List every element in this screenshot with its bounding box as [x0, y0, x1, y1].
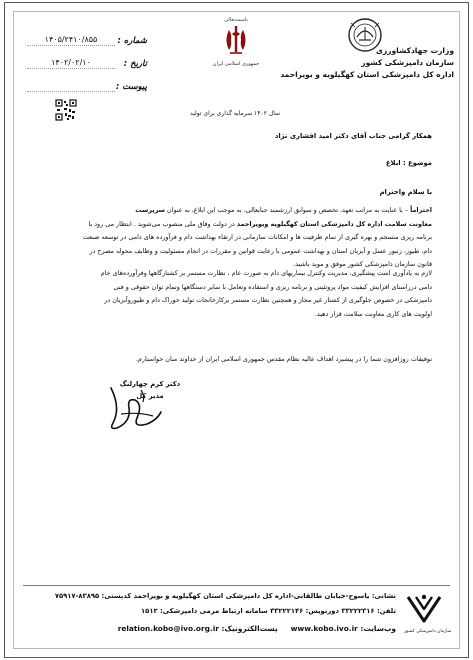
greeting: با سلام واحترام — [379, 188, 432, 196]
paragraph-line: دام، طیور، زنبور عسل و آبزیان استان و بهداشت عمومی با رعایت قوانین و مقررات در انجام مسئولیت و وظایف محوله مصرح در — [89, 246, 432, 255]
paragraph-line: دامی درراستای افزایش کیفیت مواد پروتئینی و برنامه ریزی و استفاده وتعامل با سایر دستگاهها وتمام توان حقوقی و فنی — [113, 282, 432, 291]
signature-icon — [91, 378, 181, 438]
iran-emblem — [211, 17, 261, 75]
subject-label: موضوع : — [402, 159, 432, 167]
addressee: همکار گرامی جناب آقای دکتر امید افشاری نژاد — [274, 132, 432, 140]
footer-address: نشانی: یاسوج-خیابان طالقانی-اداره کل دامپزشکی استان کهگیلویه و بویراحمد کدپستی: ۸۳۸۹۵-۷۵۹۱۷ — [54, 592, 396, 600]
vet-organization-logo — [404, 591, 452, 635]
subject-line — [41, 157, 432, 171]
paragraph-appointment — [41, 204, 432, 272]
date-value: ۱۴۰۲/۰۲/۱۰ — [27, 57, 115, 69]
number-value: ۱۴۰۵/۲۴۱۰/۸۵۵ — [27, 34, 115, 46]
paragraph-line: اولویت های کاری معاونت سلامت قرار دهید. — [314, 309, 432, 318]
bold-text: معاونت سلامت اداره کل دامپزشکی استان کهگیلویه وبویراحمد — [236, 219, 432, 228]
paragraph-line — [41, 204, 432, 218]
signer-name: دکتر کرم چهارلنگ — [119, 380, 181, 388]
flag-caption: جمهوری اسلامی ایران — [212, 61, 260, 67]
bold-text: احتراماً — [410, 206, 432, 214]
footer-phones: تلفن: ۳۳۲۲۲۳۱۶ دورنویس: ۳۳۲۲۲۱۴۶ سامانه ارتباط مرمی دامپزشکی: ۱۵۱۲ — [141, 607, 396, 615]
emblem-caption: باسمه‌تعالی — [224, 17, 248, 23]
line-text: در دولت وفاق ملی منصوب می‌شوید . انتظار می رود با — [88, 219, 237, 228]
paragraph-line: دامپزشکی در خصوص جلوگیری از کشتار غیر مجاز و همچنین نظارت مستمر برکارخانجات تولید خوراک دام و طیوروآبزیان در — [104, 296, 432, 305]
iran-emblem-icon — [221, 24, 251, 56]
organization-block — [244, 45, 454, 81]
letter-meta — [27, 23, 147, 92]
footer-web-row — [65, 621, 396, 636]
number-row — [27, 23, 147, 46]
letter-sheet — [4, 2, 469, 658]
inner-frame — [13, 11, 460, 649]
subject-value: ابلاغ — [385, 159, 401, 167]
email-link[interactable]: relation.kobo@ivo.org.ir — [117, 624, 219, 633]
attachment-row — [27, 69, 147, 92]
paragraph-line: قانون سازمان دامپزشکی کشور موفق و موید باشید. — [293, 260, 432, 269]
date-label: تاریخ : — [123, 59, 147, 69]
website-link[interactable]: www.kobo.ivo.ir — [290, 624, 358, 633]
vet-logo-icon — [404, 591, 444, 625]
line-text: – با عنایت به مراتب تعهد، تخصص و سوابق ارزشمند جنابعالی، به موجب این ابلاغ، به عنوان — [164, 206, 411, 214]
website-label: وب‌سایت: — [360, 624, 396, 633]
signer-title: مدیر کل — [136, 392, 164, 400]
paragraph-duties — [41, 267, 432, 321]
year-slogan: سال ۱۴۰۲ سرمایه گذاری برای تولید — [189, 110, 281, 117]
date-row — [27, 46, 147, 69]
paragraph-line — [41, 218, 432, 232]
bold-text: سرپرست — [135, 206, 165, 214]
logo-caption: سازمان دامپزشکی کشور — [404, 629, 452, 634]
directorate-name: اداره کل دامپزشکی استان کهگیلویه و بویراحمد — [280, 70, 454, 79]
ministry-name: وزارت جهادکشاورزی — [375, 46, 454, 55]
attachment-label: پیوست : — [115, 82, 147, 92]
email-label: پست‌الکترونیک: — [221, 624, 278, 633]
paragraph-closing: توفیقات روزافزون شما را در پیشبرد اهداف عالیه نظام مقدس جمهوری اسلامی ایران از خداوند منان خواستارم. — [135, 355, 432, 363]
number-label: شماره : — [117, 36, 147, 46]
attachment-value — [27, 80, 115, 92]
paragraph-line: لازم به یادآوری است پیشگیری، مدیریت وکنترل بیماریهای دام به صورت عام ، نظارت مستمر بر کشتارگاهها وفرآورده‌های خام — [100, 269, 432, 277]
footer-divider — [23, 585, 450, 586]
paragraph-line: برنامه ریزی منسجم و بهره گیری از تمام ظرفیت ها و امکانات سازمانی در ارتقاء بهداشت دام و فرآورده های دامی در توسعه صنعت — [82, 233, 432, 242]
organization-name: سازمان دامپزشکی کشور — [361, 58, 454, 67]
qr-code-icon — [55, 99, 77, 121]
